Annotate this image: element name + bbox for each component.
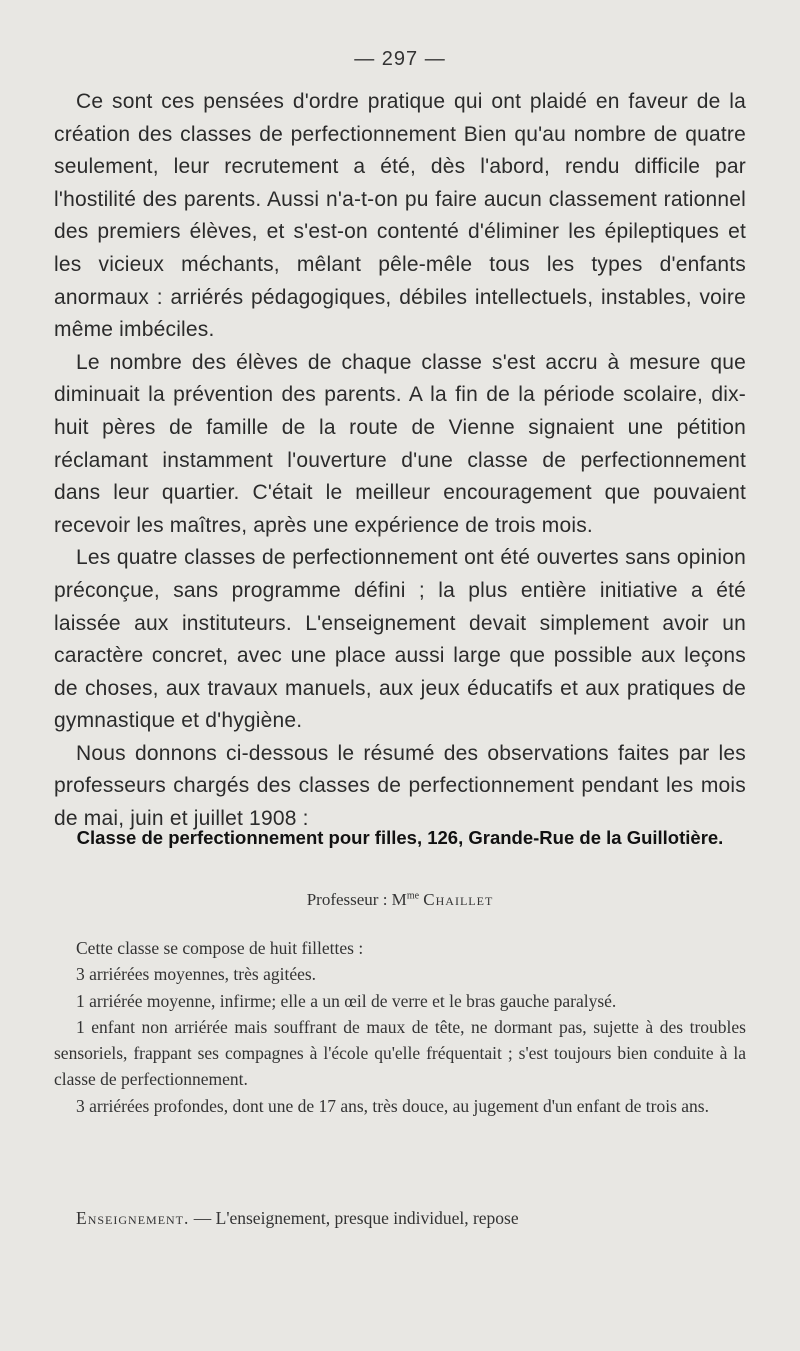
paragraph: Le nombre des élèves de chaque classe s'est accru à mesure que diminuait la prévention des parents. A la fin de la période scolaire, dix-huit pères de famille de la route de Vienne signaient une pétition réclamant instamment l'ouverture d'une classe de perfectionnement dans leur quartier. C'était le meilleur encouragement que pouvaient recevoir les maîtres, après une expérience de trois mois. (54, 350, 746, 537)
small-paragraph: 3 arriérées moyennes, très agitées. (76, 964, 317, 985)
enseignement-label: Enseignement. (76, 1208, 190, 1228)
paragraph: Ce sont ces pensées d'ordre pratique qui ont plaidé en faveur de la création des classes de perfectionnement Bien qu'au nombre de quatre seulement, leur recrutement a été, dès l'abord, rendu difficile par l'hostilité des parents. Aussi n'a-t-on pu faire aucun classement rationnel des premiers élèves, et s'est-on contenté d'éliminer les épileptiques et les vicieux méchants, mêlant pêle-mêle tous les types d'enfants anormaux : arriérés pédagogiques, débiles intellectuels, instables, voire même imbéciles. (54, 90, 746, 342)
professor-line (0, 890, 800, 910)
small-paragraph: 1 enfant non arriérée mais souffrant de maux de tête, ne dormant pas, sujette à des troubles sensoriels, frappant ses compagnes à l'école qu'elle fréquentait ; s'est toujours bien conduite à la classe de perfectionnement. (54, 1016, 746, 1090)
small-paragraph: 1 arriérée moyenne, infirme; elle a un œil de verre et le bras gauche paralysé. (76, 990, 617, 1011)
small-paragraph: Cette classe se compose de huit fillettes : (76, 938, 364, 958)
section-heading: Classe de perfectionnement pour filles, 126, Grande-Rue de la Guillotière. (76, 827, 724, 848)
professor-title-sup: me (406, 890, 420, 902)
enseignement-text: — L'enseignement, presque individuel, repose (189, 1208, 519, 1228)
class-description (54, 935, 746, 1119)
enseignement-line (54, 1205, 746, 1231)
professor-name: Chaillet (423, 890, 494, 909)
paragraph: Les quatre classes de perfectionnement ont été ouvertes sans opinion préconçue, sans programme défini ; la plus entière initiative a été laissée aux instituteurs. L'enseignement devait simplement avoir un caractère concret, avec une place aussi large que possible aux leçons de choses, aux travaux manuels, aux jeux éducatifs et aux pratiques de gymnastique et d'hygiène. (54, 546, 746, 733)
main-text (54, 86, 746, 836)
small-paragraph: 3 arriérées profondes, dont une de 17 ans, très douce, au jugement d'un enfant de trois ans. (76, 1095, 709, 1116)
professor-prefix: Professeur : M (306, 890, 407, 909)
page-number: — 297 — (354, 48, 446, 70)
paragraph: Nous donnons ci-dessous le résumé des observations faites par les professeurs chargés des classes de perfectionnement pendant les mois de mai, juin et juillet 1908 : (54, 741, 746, 831)
